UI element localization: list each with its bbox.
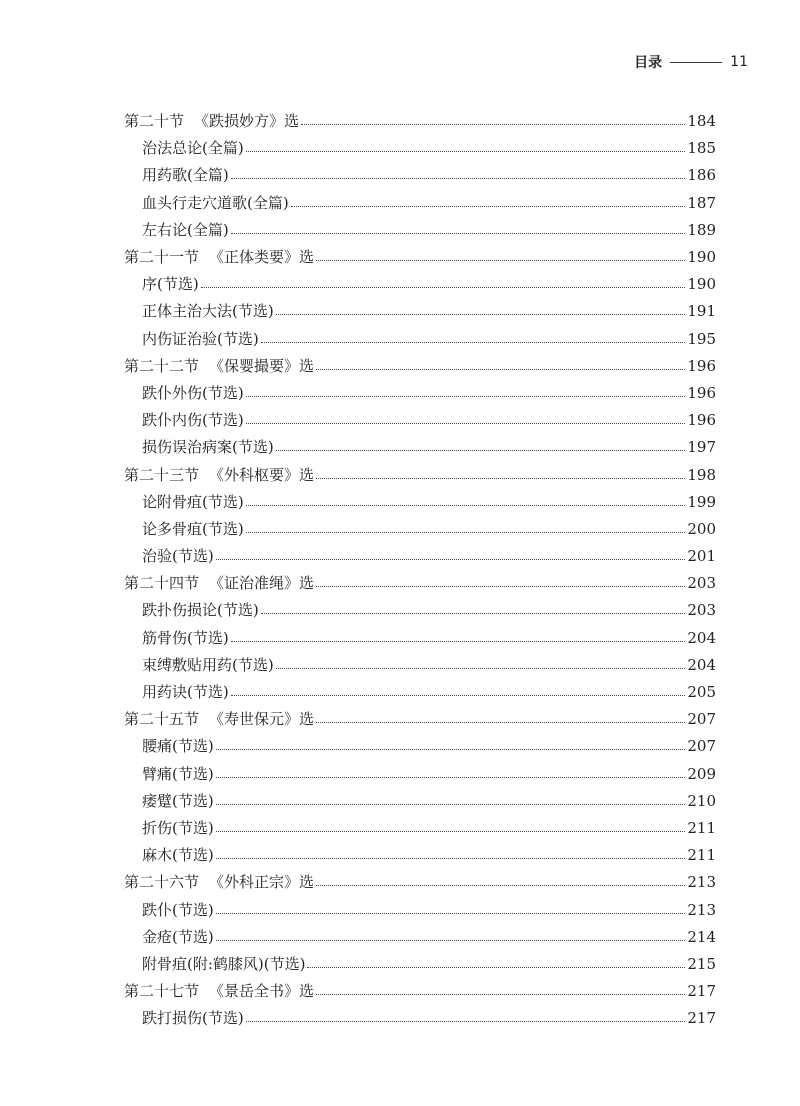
toc-entry-text: 《寿世保元》选	[209, 710, 315, 729]
toc-subsection-entry	[124, 298, 716, 325]
toc-entry-title	[142, 628, 229, 647]
toc-section-entry	[124, 108, 716, 135]
toc-page-number: 217	[687, 1009, 716, 1028]
toc-page-number: 205	[687, 683, 716, 702]
toc-entry-title	[142, 818, 214, 837]
toc-entry-text: 《证治准绳》选	[209, 574, 315, 593]
toc-subsection-entry	[124, 896, 716, 923]
toc-entry-title	[142, 277, 199, 292]
toc-entry-title	[142, 329, 259, 348]
toc-section-entry	[124, 570, 716, 597]
toc-subsection-entry	[124, 951, 716, 978]
dot-leader	[231, 233, 686, 234]
toc-entry-text: 《景岳全书》选	[209, 982, 315, 1001]
toc-entry-text: 序(节选)	[142, 275, 199, 294]
toc-entry-text: 用药歌(全篇)	[142, 166, 229, 185]
toc-page-number: 196	[687, 356, 716, 375]
toc-subsection-entry	[124, 788, 716, 815]
toc-entry-title	[142, 603, 259, 618]
toc-subsection-entry	[124, 761, 716, 788]
toc-subsection-entry	[124, 597, 716, 624]
toc-page-number: 207	[687, 737, 716, 756]
toc-entry-title	[124, 576, 314, 591]
toc-page-number: 200	[687, 519, 716, 538]
toc-entry-title	[124, 875, 314, 890]
dot-leader	[301, 124, 685, 125]
dot-leader	[216, 804, 686, 805]
toc-entry-text: 《外科枢要》选	[209, 465, 315, 484]
toc-entry-title	[142, 304, 274, 319]
toc-entry-title	[142, 519, 244, 538]
toc-entry-text: 腰痛(节选)	[142, 737, 214, 756]
table-of-contents	[124, 108, 716, 1032]
toc-entry-text: 跌仆(节选)	[142, 900, 214, 919]
toc-subsection-entry	[124, 489, 716, 516]
dot-leader	[276, 450, 686, 451]
toc-page-number: 197	[687, 438, 716, 457]
dot-leader	[276, 314, 686, 315]
header-section-title: 目录	[634, 55, 663, 71]
toc-section-number: 第二十一节	[124, 248, 200, 267]
toc-entry-text: 治验(节选)	[142, 547, 214, 566]
toc-subsection-entry	[124, 162, 716, 189]
toc-section-entry	[124, 869, 716, 896]
dot-leader	[246, 505, 686, 506]
header-page-number: 11	[730, 54, 748, 70]
toc-entry-title	[124, 984, 314, 999]
toc-entry-text: 论多骨疽(节选)	[142, 519, 244, 538]
dot-leader	[231, 178, 686, 179]
toc-entry-title	[142, 764, 214, 783]
toc-entry-title	[142, 1011, 244, 1026]
dot-leader	[261, 613, 686, 614]
toc-page-number: 190	[687, 275, 716, 294]
toc-page-number: 196	[687, 383, 716, 402]
dot-leader	[201, 287, 686, 288]
toc-section-entry	[124, 978, 716, 1005]
toc-entry-title	[142, 954, 306, 973]
toc-entry-title	[142, 193, 289, 212]
toc-entry-text: 跌扑伤损论(节选)	[142, 601, 259, 620]
dot-leader	[261, 342, 686, 343]
toc-subsection-entry	[124, 190, 716, 217]
dot-leader	[291, 206, 686, 207]
toc-section-number: 第二十七节	[124, 982, 200, 1001]
toc-entry-title	[142, 927, 214, 946]
toc-entry-text: 折伤(节选)	[142, 818, 214, 837]
toc-entry-text: 治法总论(全篇)	[142, 139, 244, 158]
toc-subsection-entry	[124, 407, 716, 434]
dot-leader	[276, 668, 686, 669]
toc-entry-title	[124, 250, 314, 265]
toc-entry-title	[142, 685, 229, 700]
toc-page-number: 211	[687, 818, 716, 837]
toc-section-entry	[124, 353, 716, 380]
toc-section-number: 第二十三节	[124, 465, 200, 484]
toc-subsection-entry	[124, 271, 716, 298]
toc-subsection-entry	[124, 434, 716, 461]
toc-entry-text: 血头行走穴道歌(全篇)	[142, 193, 289, 212]
toc-subsection-entry	[124, 625, 716, 652]
dot-leader	[246, 532, 686, 533]
toc-subsection-entry	[124, 326, 716, 353]
toc-entry-text: 正体主治大法(节选)	[142, 302, 274, 321]
toc-subsection-entry	[124, 679, 716, 706]
toc-section-entry	[124, 706, 716, 733]
dot-leader	[316, 885, 685, 886]
toc-page-number: 184	[687, 112, 716, 131]
dot-leader	[231, 641, 686, 642]
toc-entry-title	[142, 413, 244, 428]
toc-page-number: 196	[687, 411, 716, 430]
toc-entry-text: 痿躄(节选)	[142, 791, 214, 810]
dot-leader	[231, 695, 686, 696]
toc-page-number: 213	[687, 900, 716, 919]
dot-leader	[246, 151, 686, 152]
dot-leader	[316, 994, 685, 995]
toc-page-number: 213	[687, 873, 716, 892]
toc-entry-text: 用药诀(节选)	[142, 683, 229, 702]
toc-entry-title	[124, 356, 315, 375]
toc-page-number: 209	[687, 764, 716, 783]
toc-entry-title	[124, 114, 299, 129]
toc-page-number: 203	[687, 574, 716, 593]
dot-leader	[316, 586, 685, 587]
dot-leader	[246, 396, 686, 397]
toc-subsection-entry	[124, 516, 716, 543]
toc-entry-title	[142, 900, 214, 919]
toc-subsection-entry	[124, 652, 716, 679]
toc-entry-title	[142, 168, 229, 183]
toc-entry-text: 论附骨疽(节选)	[142, 492, 244, 511]
toc-entry-text: 筋骨伤(节选)	[142, 628, 229, 647]
toc-subsection-entry	[124, 733, 716, 760]
toc-subsection-entry	[124, 543, 716, 570]
toc-entry-text: 《正体类要》选	[209, 248, 315, 267]
toc-subsection-entry	[124, 135, 716, 162]
toc-entry-text: 损伤误治病案(节选)	[142, 438, 274, 457]
toc-section-entry	[124, 461, 716, 488]
running-header	[634, 52, 748, 72]
toc-entry-text: 内伤证治验(节选)	[142, 329, 259, 348]
toc-entry-title	[142, 549, 214, 564]
toc-entry-text: 跌仆外伤(节选)	[142, 383, 244, 402]
toc-subsection-entry	[124, 217, 716, 244]
toc-entry-text: 《跌损妙方》选	[194, 112, 300, 131]
toc-page-number: 199	[687, 492, 716, 511]
toc-entry-title	[142, 739, 214, 754]
toc-subsection-entry	[124, 815, 716, 842]
header-rule	[670, 62, 722, 63]
toc-page-number: 187	[687, 193, 716, 212]
toc-entry-text: 跌打损伤(节选)	[142, 1009, 244, 1028]
toc-section-number: 第二十二节	[124, 356, 200, 375]
dot-leader	[216, 913, 686, 914]
toc-section-number: 第二十节	[124, 112, 185, 131]
toc-page-number: 207	[687, 710, 716, 729]
toc-entry-title	[124, 465, 315, 484]
toc-entry-text: 跌仆内伤(节选)	[142, 411, 244, 430]
toc-page-number: 185	[687, 139, 716, 158]
toc-page-number: 189	[687, 220, 716, 239]
toc-page-number: 190	[687, 248, 716, 267]
dot-leader	[246, 423, 686, 424]
toc-entry-title	[142, 440, 274, 455]
toc-subsection-entry	[124, 842, 716, 869]
toc-page-number: 195	[687, 329, 716, 348]
toc-entry-title	[142, 848, 214, 863]
toc-page-number: 198	[687, 465, 716, 484]
dot-leader	[316, 722, 685, 723]
toc-subsection-entry	[124, 380, 716, 407]
toc-page-number: 210	[687, 791, 716, 810]
toc-entry-title	[124, 712, 314, 727]
toc-entry-text: 附骨疽(附:鹤膝风)(节选)	[142, 954, 306, 973]
toc-section-entry	[124, 244, 716, 271]
toc-entry-text: 《外科正宗》选	[209, 873, 315, 892]
dot-leader	[216, 559, 686, 560]
toc-page-number: 191	[687, 302, 716, 321]
toc-section-number: 第二十六节	[124, 873, 200, 892]
toc-entry-title	[142, 383, 244, 402]
toc-page-number: 215	[687, 954, 716, 973]
toc-page-number: 201	[687, 547, 716, 566]
toc-entry-text: 臂痛(节选)	[142, 764, 214, 783]
dot-leader	[316, 478, 685, 479]
toc-page-number: 204	[687, 655, 716, 674]
toc-entry-title	[142, 141, 244, 156]
toc-subsection-entry	[124, 924, 716, 951]
dot-leader	[216, 940, 686, 941]
dot-leader	[246, 1021, 686, 1022]
toc-entry-text: 左右论(全篇)	[142, 220, 229, 239]
toc-page-number: 211	[687, 846, 716, 865]
toc-entry-title	[142, 220, 229, 239]
dot-leader	[216, 749, 686, 750]
toc-entry-title	[142, 492, 244, 511]
toc-entry-text: 金疮(节选)	[142, 927, 214, 946]
toc-page-number: 186	[687, 166, 716, 185]
toc-entry-title	[142, 655, 274, 674]
toc-section-number: 第二十五节	[124, 710, 200, 729]
dot-leader	[216, 777, 686, 778]
dot-leader	[316, 369, 685, 370]
toc-entry-text: 束缚敷贴用药(节选)	[142, 655, 274, 674]
toc-page-number: 217	[687, 982, 716, 1001]
toc-section-number: 第二十四节	[124, 574, 200, 593]
dot-leader	[316, 260, 685, 261]
toc-subsection-entry	[124, 1005, 716, 1032]
dot-leader	[216, 858, 686, 859]
toc-page-number: 204	[687, 628, 716, 647]
toc-page-number: 214	[687, 927, 716, 946]
toc-entry-text: 麻木(节选)	[142, 846, 214, 865]
toc-page-number: 203	[687, 601, 716, 620]
toc-entry-text: 《保婴撮要》选	[209, 356, 315, 375]
dot-leader	[307, 967, 685, 968]
dot-leader	[216, 831, 686, 832]
toc-entry-title	[142, 791, 214, 810]
